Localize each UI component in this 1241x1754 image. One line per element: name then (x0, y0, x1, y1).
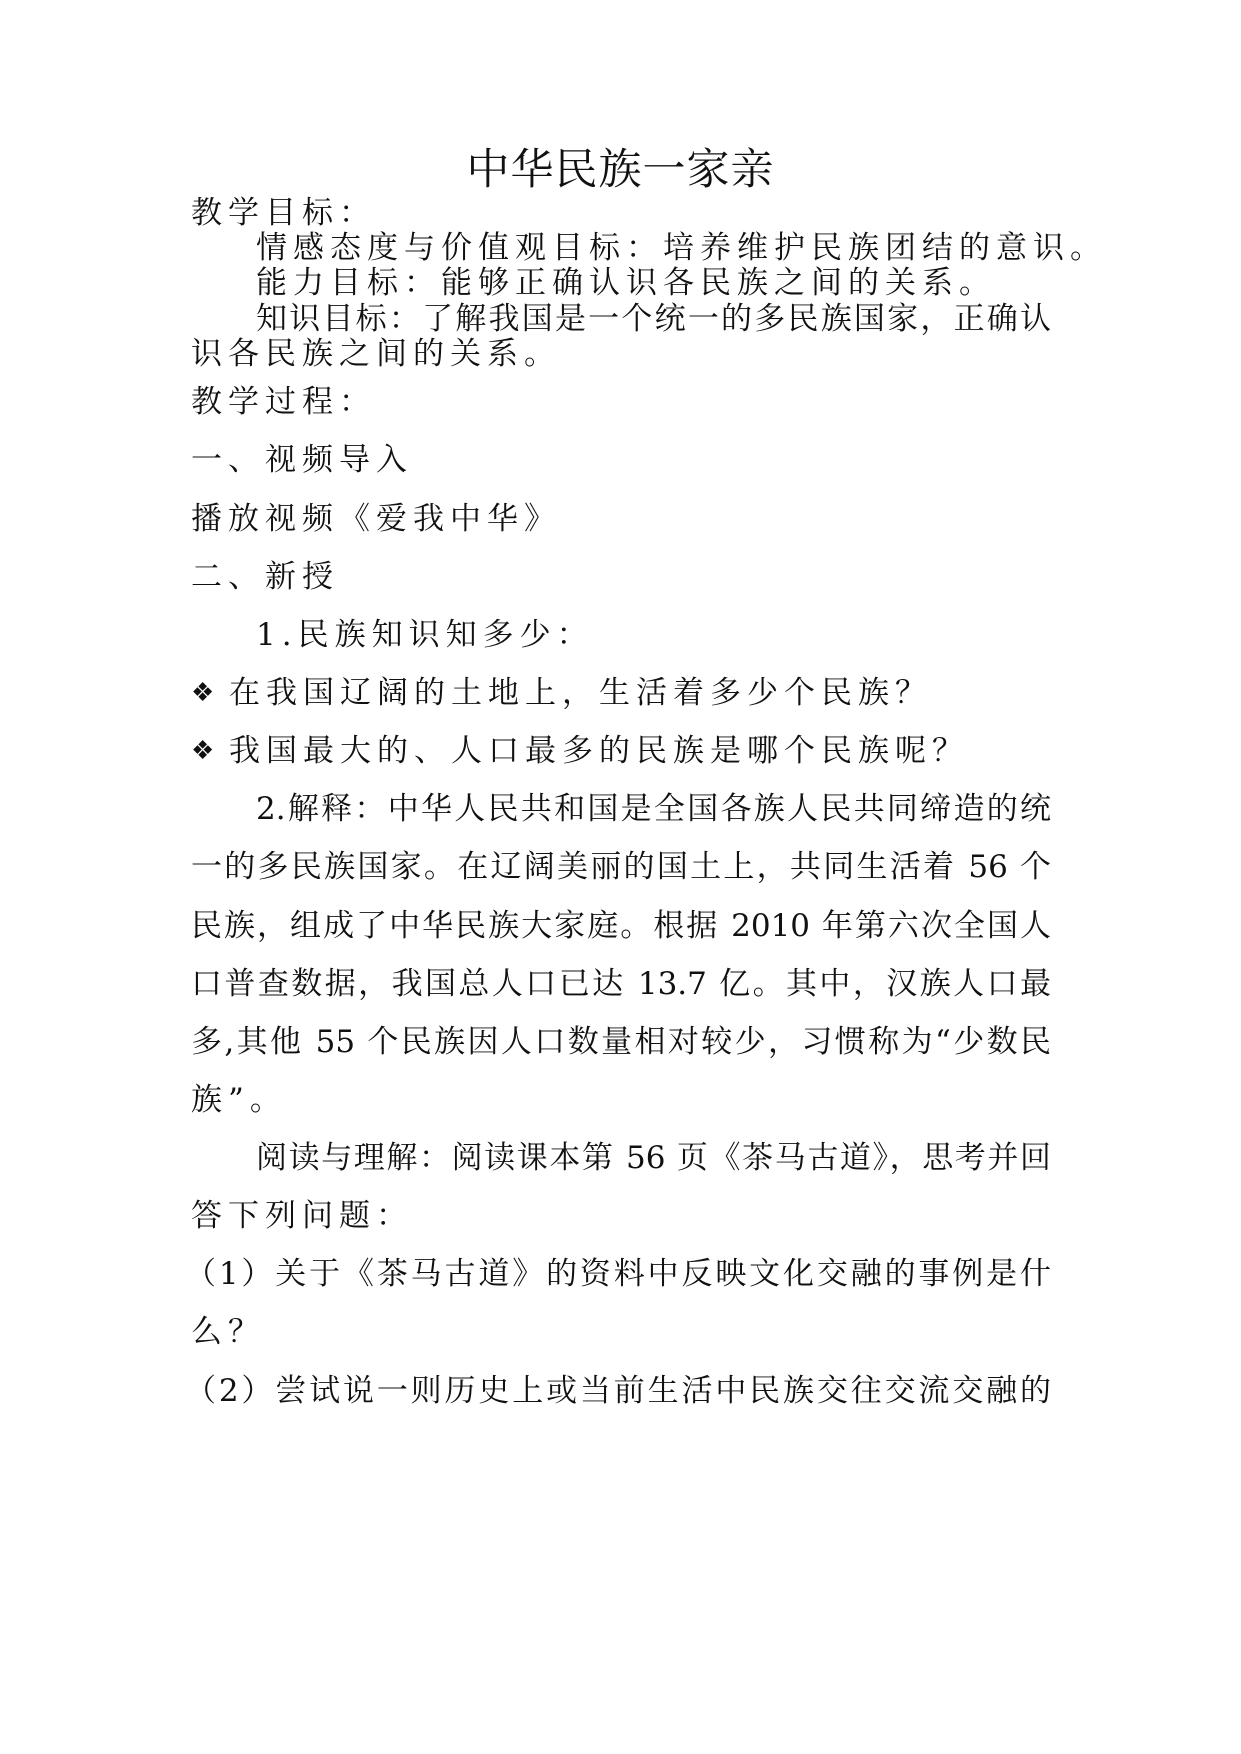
step-video-intro: 一、视频导入 (191, 442, 413, 478)
explanation-line: 2.解释：中华人民共和国是全国各族人民共同缔造的统 (256, 791, 1051, 827)
question-2-line: （2）尝试说一则历史上或当前生活中民族交往交流交融的 (185, 1373, 1051, 1409)
goal-knowledge-line-2: 识各民族之间的关系。 (191, 336, 561, 372)
step-new-lesson: 二、新授 (191, 559, 339, 595)
question-item (191, 673, 932, 713)
diamond-bullet-icon: ❖ (191, 678, 215, 708)
explanation-line: 一的多民族国家。在辽阔美丽的国土上，共同生活着 56 个 (191, 849, 1051, 885)
explanation-line: 口普查数据，我国总人口已达 13.7 亿。其中，汉族人口最 (191, 966, 1051, 1002)
explanation-line: 多,其他 55 个民族因人口数量相对较少，习惯称为“少数民 (191, 1024, 1051, 1060)
subsection-ethnic-knowledge: 1.民族知识知多少： (256, 617, 594, 653)
reading-task-line: 阅读与理解：阅读课本第 56 页《茶马古道》，思考并回 (256, 1140, 1051, 1176)
goal-knowledge-line-1: 知识目标：了解我国是一个统一的多民族国家，正确认 (256, 301, 1051, 337)
reading-task-line: 答下列问题： (191, 1198, 413, 1234)
question-item (191, 731, 969, 771)
goal-emotion: 情感态度与价值观目标：培养维护民族团结的意识。 (256, 230, 1107, 266)
diamond-bullet-icon: ❖ (191, 736, 215, 766)
explanation-line: 族”。 (191, 1082, 287, 1118)
section-heading-teaching-goals: 教学目标： (191, 195, 376, 231)
document-title: 中华民族一家亲 (466, 145, 775, 195)
question-1-line: （1）关于《茶马古道》的资料中反映文化交融的事例是什 (185, 1256, 1051, 1292)
explanation-line: 民族，组成了中华民族大家庭。根据 2010 年第六次全国人 (191, 908, 1051, 944)
question-text: 在我国辽阔的土地上，生活着多少个民族？ (229, 675, 932, 711)
question-text: 我国最大的、人口最多的民族是哪个民族呢？ (229, 733, 969, 769)
step-play-video: 播放视频《爱我中华》 (191, 501, 561, 537)
goal-ability: 能力目标：能够正确认识各民族之间的关系。 (256, 265, 996, 301)
section-heading-teaching-process: 教学过程： (191, 384, 376, 420)
question-1-line: 么？ (191, 1314, 265, 1350)
